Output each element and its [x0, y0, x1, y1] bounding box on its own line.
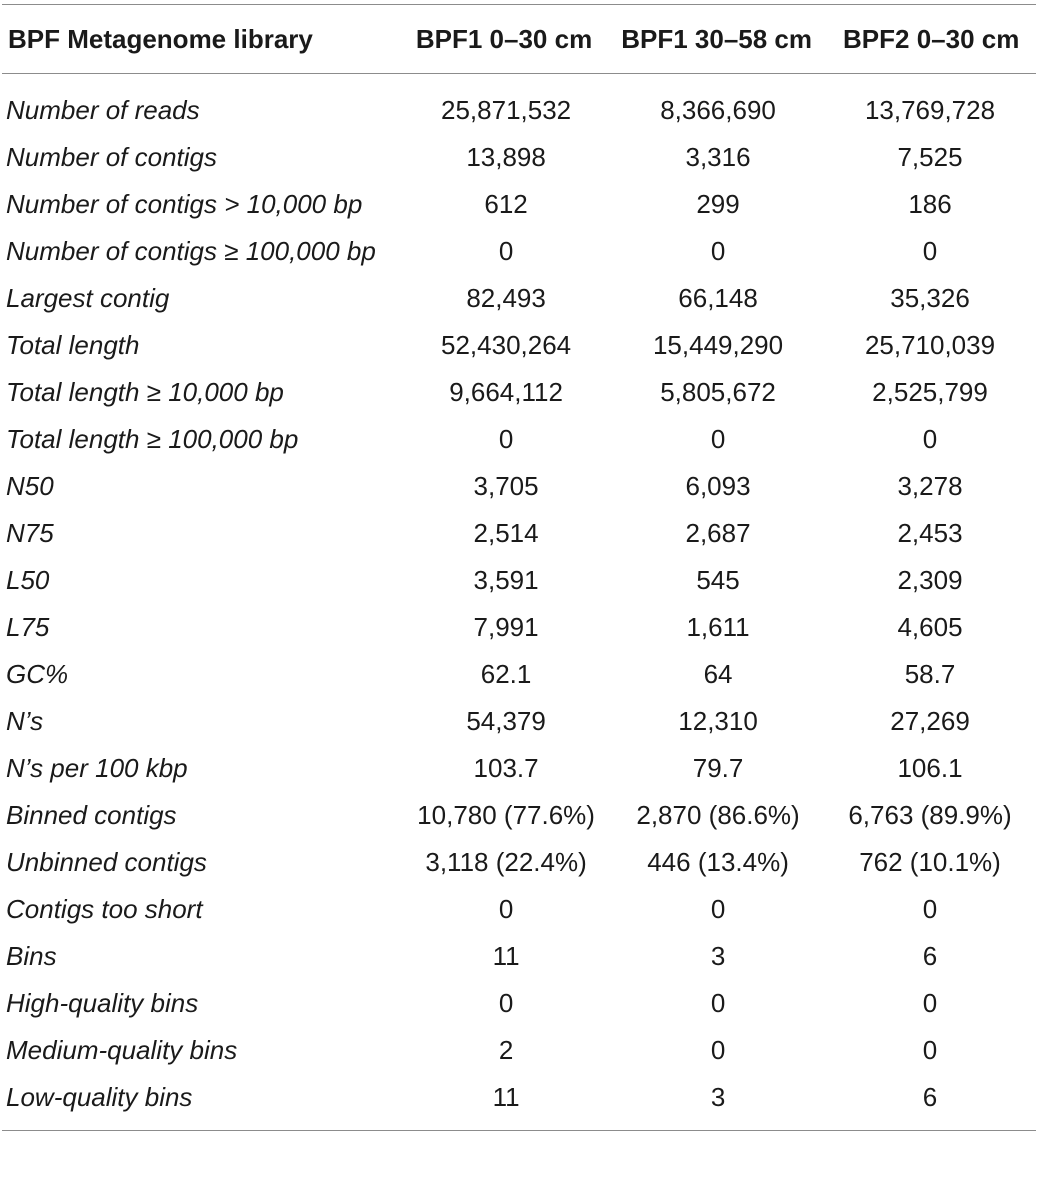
- row-value-1: 11: [492, 941, 520, 971]
- table-row: [0, 227, 1036, 274]
- row-value-3: 0: [922, 894, 938, 924]
- row-value-1: 13,898: [466, 142, 546, 172]
- table-row: [0, 180, 1036, 227]
- row-value-3: 2,453: [897, 518, 963, 548]
- table-row: [0, 321, 1036, 368]
- table-body: [0, 74, 1036, 1130]
- table-row: [0, 368, 1036, 415]
- row-value-2: 2,687: [685, 518, 751, 548]
- row-value-1: 82,493: [466, 283, 546, 313]
- row-value-1: 9,664,112: [449, 377, 563, 407]
- row-label: Number of contigs > 10,000 bp: [6, 189, 363, 219]
- row-value-3: 7,525: [897, 142, 963, 172]
- row-value-3: 186: [908, 189, 952, 219]
- data-table: [0, 4, 1036, 1131]
- row-value-3: 6: [922, 1082, 938, 1112]
- row-value-2: 3: [710, 941, 726, 971]
- row-label: Total length ≥ 10,000 bp: [6, 377, 284, 407]
- row-value-1: 103.7: [473, 753, 539, 783]
- row-value-3: 0: [922, 236, 938, 266]
- row-value-2: 0: [710, 988, 726, 1018]
- row-value-1: 62.1: [480, 659, 532, 689]
- row-value-2: 0: [710, 894, 726, 924]
- row-value-2: 0: [710, 236, 726, 266]
- table-header: [0, 5, 1036, 73]
- row-label: L50: [6, 565, 50, 595]
- row-label: Total length ≥ 100,000 bp: [6, 424, 299, 454]
- row-label: L75: [6, 612, 50, 642]
- row-value-1: 54,379: [466, 706, 546, 736]
- row-value-1: 0: [498, 236, 514, 266]
- row-label: Bins: [6, 941, 57, 971]
- row-label: GC%: [6, 659, 69, 689]
- row-value-1: 25,871,532: [441, 95, 572, 125]
- row-value-3: 4,605: [897, 612, 963, 642]
- row-value-1: 52,430,264: [441, 330, 572, 360]
- row-value-1: 11: [492, 1082, 520, 1112]
- row-value-3: 6: [922, 941, 938, 971]
- table-row: [0, 885, 1036, 932]
- row-value-3: 3,278: [897, 471, 963, 501]
- row-label: N’s: [6, 706, 44, 736]
- row-label: Number of contigs ≥ 100,000 bp: [6, 236, 376, 266]
- row-value-3: 0: [922, 988, 938, 1018]
- table-row: [0, 415, 1036, 462]
- row-value-2: 6,093: [685, 471, 751, 501]
- table-row: [0, 133, 1036, 180]
- row-value-1: 0: [498, 988, 514, 1018]
- row-value-2: 66,148: [678, 283, 758, 313]
- row-value-2: 64: [703, 659, 733, 689]
- table-row: [0, 838, 1036, 885]
- row-label: Binned contigs: [6, 800, 177, 830]
- row-value-2: 3: [710, 1082, 726, 1112]
- row-label: N50: [6, 471, 54, 501]
- table-row: [0, 603, 1036, 650]
- table-row: [0, 697, 1036, 744]
- row-value-2: 79.7: [692, 753, 744, 783]
- row-label: Medium-quality bins: [6, 1035, 238, 1065]
- table-row: [0, 650, 1036, 697]
- row-value-2: 446 (13.4%): [647, 847, 789, 877]
- table-row: [0, 791, 1036, 838]
- row-value-2: 545: [696, 565, 740, 595]
- row-label: Number of contigs: [6, 142, 217, 172]
- row-value-3: 0: [922, 1035, 938, 1065]
- row-value-1: 2: [498, 1035, 514, 1065]
- bottom-rule: [2, 1130, 1036, 1131]
- header-library: BPF Metagenome library: [8, 23, 313, 54]
- row-label: Largest contig: [6, 283, 170, 313]
- row-value-2: 3,316: [685, 142, 751, 172]
- row-label: Unbinned contigs: [6, 847, 207, 877]
- table-row: [0, 979, 1036, 1026]
- row-label: Contigs too short: [6, 894, 203, 924]
- row-value-3: 762 (10.1%): [859, 847, 1001, 877]
- row-label: N75: [6, 518, 54, 548]
- row-value-2: 5,805,672: [660, 377, 776, 407]
- table-row: [0, 744, 1036, 791]
- table-row: [0, 509, 1036, 556]
- table-row: [0, 1073, 1036, 1120]
- row-value-2: 2,870 (86.6%): [636, 800, 800, 830]
- header-bpf1-30-58: BPF1 30–58 cm: [621, 23, 813, 54]
- row-value-1: 10,780 (77.6%): [417, 800, 595, 830]
- row-value-3: 25,710,039: [864, 330, 996, 360]
- header-bpf1-0-30: BPF1 0–30 cm: [415, 23, 593, 54]
- row-label: High-quality bins: [6, 988, 199, 1018]
- table-row: [0, 1026, 1036, 1073]
- row-value-2: 12,310: [678, 706, 758, 736]
- row-value-1: 0: [498, 424, 514, 454]
- table-row: [0, 462, 1036, 509]
- row-value-2: 1,611: [686, 612, 750, 642]
- row-value-2: 0: [710, 1035, 726, 1065]
- row-value-1: 3,705: [473, 471, 539, 501]
- row-value-1: 3,118 (22.4%): [425, 847, 587, 877]
- row-value-3: 13,769,728: [864, 95, 996, 125]
- row-value-3: 6,763 (89.9%): [848, 800, 1012, 830]
- header-bpf2-0-30: BPF2 0–30 cm: [843, 23, 1020, 54]
- row-value-2: 8,366,690: [660, 95, 776, 125]
- table-row: [0, 932, 1036, 979]
- row-label: N’s per 100 kbp: [6, 753, 188, 783]
- row-value-3: 27,269: [890, 706, 970, 736]
- table-row: [0, 274, 1036, 321]
- row-value-3: 58.7: [904, 659, 956, 689]
- row-value-3: 2,309: [897, 565, 963, 595]
- table-row: [0, 556, 1036, 603]
- row-value-1: 612: [484, 189, 528, 219]
- row-value-3: 0: [922, 424, 938, 454]
- row-value-3: 35,326: [890, 283, 970, 313]
- row-value-1: 7,991: [473, 612, 539, 642]
- row-value-1: 0: [498, 894, 514, 924]
- row-label: Number of reads: [6, 95, 200, 125]
- row-value-2: 0: [710, 424, 726, 454]
- row-value-1: 2,514: [473, 518, 539, 548]
- row-value-3: 2,525,799: [872, 377, 988, 407]
- row-value-2: 15,449,290: [652, 330, 784, 360]
- row-label: Low-quality bins: [6, 1082, 193, 1112]
- row-label: Total length: [6, 330, 140, 360]
- row-value-1: 3,591: [473, 565, 539, 595]
- row-value-2: 299: [696, 189, 740, 219]
- row-value-3: 106.1: [897, 753, 963, 783]
- table-row: [0, 86, 1036, 133]
